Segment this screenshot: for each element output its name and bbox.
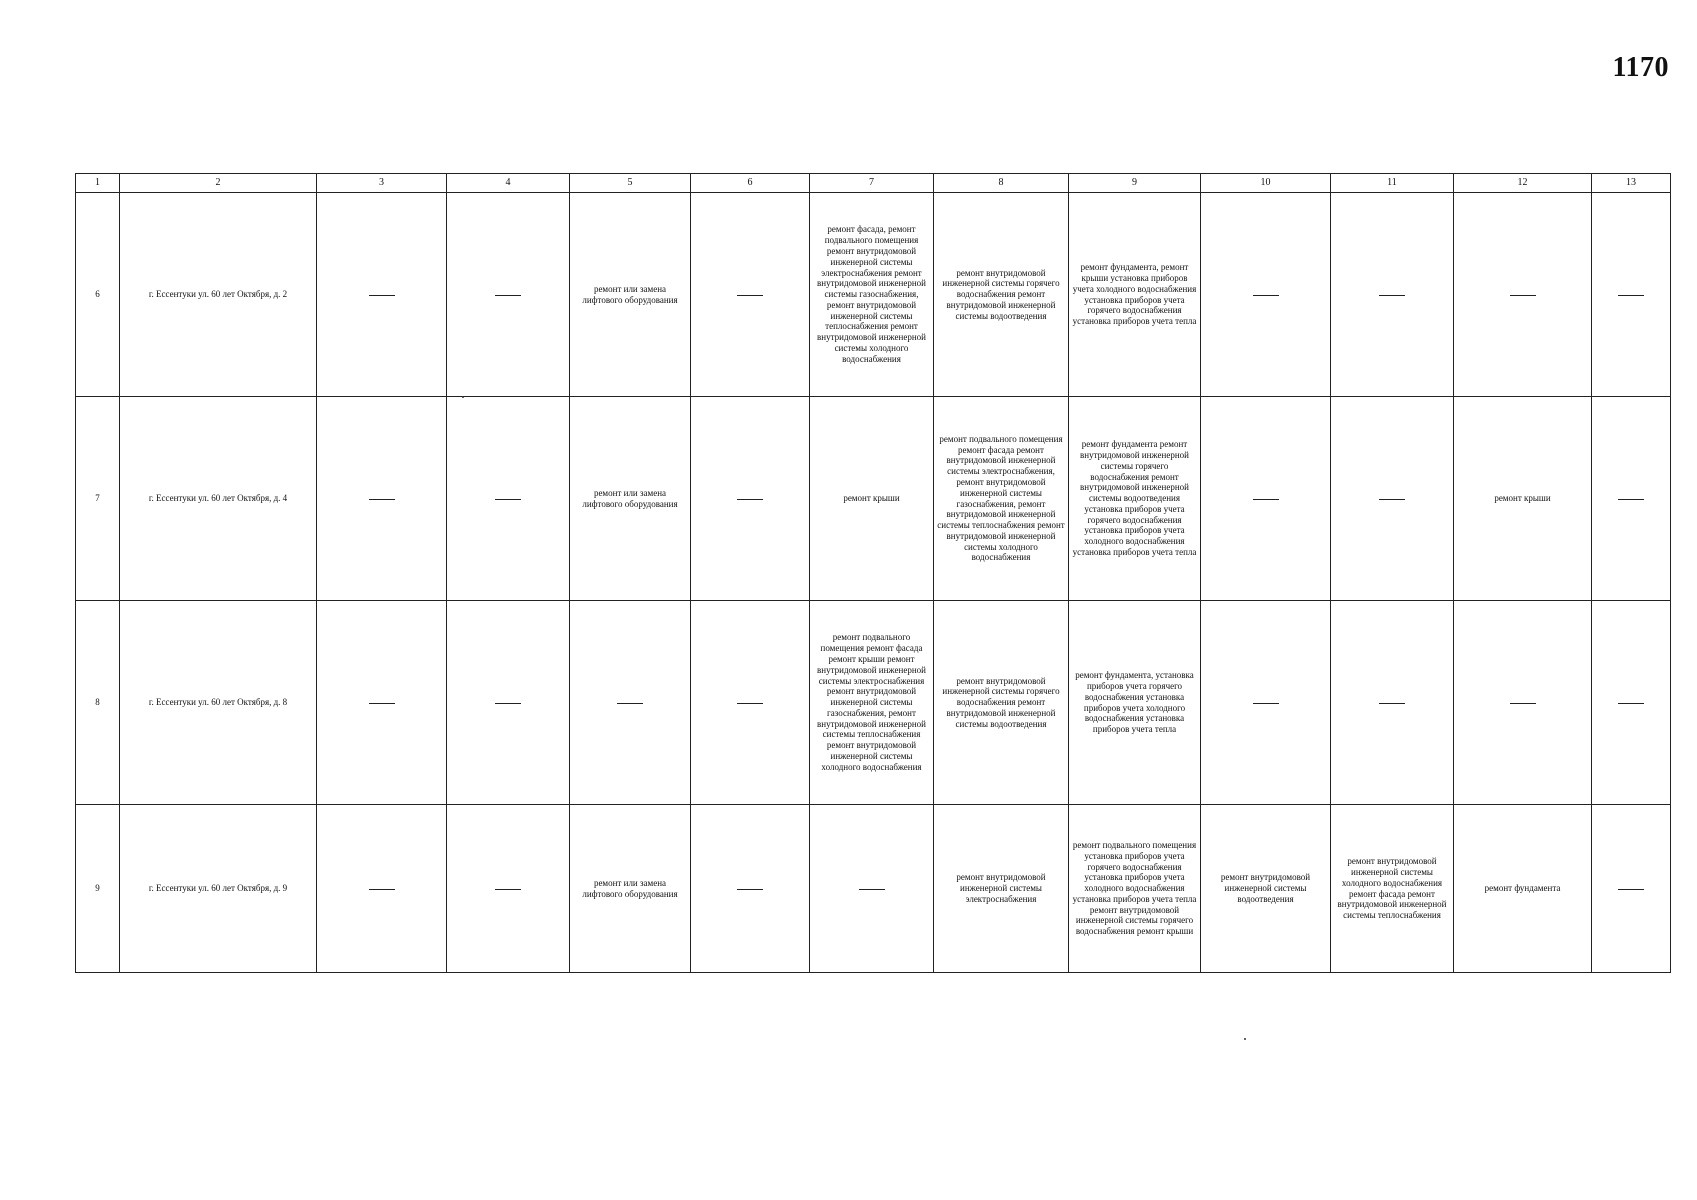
table-cell — [447, 397, 570, 601]
table-cell — [810, 805, 934, 973]
column-header: 12 — [1454, 174, 1592, 193]
table-row — [76, 193, 1671, 397]
work-cell: ремонт или замена лифтового оборудования — [570, 805, 691, 973]
column-number-row — [76, 174, 1671, 193]
repair-schedule-table — [75, 173, 1671, 973]
empty-dash — [1253, 295, 1279, 296]
table-cell — [1454, 193, 1592, 397]
empty-dash — [369, 499, 395, 500]
table-row — [76, 397, 1671, 601]
empty-dash — [369, 889, 395, 890]
work-cell: ремонт крыши — [1454, 397, 1592, 601]
work-cell: ремонт подвального помещения ремонт фасада ремонт крыши ремонт внутридомовой инженерной системы электроснабжения ремонт внутридомовой инженерной системы газоснабжения, ремонт внутридомовой инженерной системы теплоснабжения ремонт внутридомовой инженерной системы холодного водоснабжения — [810, 601, 934, 805]
work-cell: ремонт фундамента — [1454, 805, 1592, 973]
table-row — [76, 805, 1671, 973]
empty-dash — [859, 889, 885, 890]
column-header: 3 — [317, 174, 447, 193]
empty-dash — [495, 889, 521, 890]
work-cell: ремонт внутридомовой инженерной системы электроснабжения — [934, 805, 1069, 973]
column-header: 9 — [1069, 174, 1201, 193]
work-cell: ремонт подвального помещения ремонт фасада ремонт внутридомовой инженерной системы электроснабжения, ремонт внутридомовой инженерной системы газоснабжения, ремонт внутридомовой инженерной системы теплоснабжения ремонт внутридомовой инженерной системы холодного водоснабжения — [934, 397, 1069, 601]
column-header: 4 — [447, 174, 570, 193]
address-cell: г. Ессентуки ул. 60 лет Октября, д. 4 — [120, 397, 317, 601]
table-cell — [1454, 601, 1592, 805]
empty-dash — [1510, 703, 1536, 704]
empty-dash — [737, 703, 763, 704]
work-cell: ремонт или замена лифтового оборудования — [570, 397, 691, 601]
table-cell — [447, 193, 570, 397]
address-cell: г. Ессентуки ул. 60 лет Октября, д. 2 — [120, 193, 317, 397]
table-cell — [447, 805, 570, 973]
table-cell — [691, 397, 810, 601]
table-cell — [317, 805, 447, 973]
row-number: 9 — [76, 805, 120, 973]
column-header: 8 — [934, 174, 1069, 193]
empty-dash — [495, 295, 521, 296]
table-cell — [1592, 193, 1671, 397]
table-cell — [1201, 601, 1331, 805]
empty-dash — [1379, 703, 1405, 704]
empty-dash — [1253, 499, 1279, 500]
work-cell: ремонт фундамента, установка приборов учета горячего водоснабжения установка приборов учета холодного водоснабжения установка приборов учета тепла — [1069, 601, 1201, 805]
column-header: 5 — [570, 174, 691, 193]
empty-dash — [737, 499, 763, 500]
column-header: 1 — [76, 174, 120, 193]
empty-dash — [1618, 703, 1644, 704]
work-cell: ремонт внутридомовой инженерной системы водоотведения — [1201, 805, 1331, 973]
row-number: 6 — [76, 193, 120, 397]
empty-dash — [495, 499, 521, 500]
page-number: 1170 — [1612, 52, 1669, 83]
work-cell: ремонт фундамента ремонт внутридомовой инженерной системы горячего водоснабжения ремонт внутридомовой инженерной системы водоотведения установка приборов учета горячего водоснабжения установка приборов учета холодного водоснабжения установка приборов учета тепла — [1069, 397, 1201, 601]
empty-dash — [737, 889, 763, 890]
work-cell: ремонт внутридомовой инженерной системы горячего водоснабжения ремонт внутридомовой инженерной системы водоотведения — [934, 193, 1069, 397]
address-cell: г. Ессентуки ул. 60 лет Октября, д. 8 — [120, 601, 317, 805]
empty-dash — [369, 703, 395, 704]
table-cell — [1201, 397, 1331, 601]
empty-dash — [617, 703, 643, 704]
scan-speck — [462, 396, 464, 398]
work-cell: ремонт внутридомовой инженерной системы холодного водоснабжения ремонт фасада ремонт внутридомовой инженерной системы теплоснабжения — [1331, 805, 1454, 973]
table-cell — [317, 601, 447, 805]
work-cell: ремонт или замена лифтового оборудования — [570, 193, 691, 397]
work-cell: ремонт фундамента, ремонт крыши установка приборов учета холодного водоснабжения установка приборов учета горячего водоснабжения установка приборов учета тепла — [1069, 193, 1201, 397]
table-cell — [317, 193, 447, 397]
table-cell — [1331, 601, 1454, 805]
empty-dash — [369, 295, 395, 296]
table-cell — [447, 601, 570, 805]
row-number: 7 — [76, 397, 120, 601]
address-cell: г. Ессентуки ул. 60 лет Октября, д. 9 — [120, 805, 317, 973]
empty-dash — [1618, 295, 1644, 296]
table-cell — [1592, 601, 1671, 805]
empty-dash — [737, 295, 763, 296]
table-cell — [1592, 805, 1671, 973]
table-cell — [1201, 193, 1331, 397]
empty-dash — [1510, 295, 1536, 296]
table-cell — [1331, 193, 1454, 397]
empty-dash — [1379, 295, 1405, 296]
empty-dash — [1618, 889, 1644, 890]
column-header: 6 — [691, 174, 810, 193]
empty-dash — [495, 703, 521, 704]
column-header: 10 — [1201, 174, 1331, 193]
column-header: 2 — [120, 174, 317, 193]
column-header: 7 — [810, 174, 934, 193]
table-cell — [1592, 397, 1671, 601]
empty-dash — [1253, 703, 1279, 704]
row-number: 8 — [76, 601, 120, 805]
scan-speck — [1244, 1038, 1246, 1040]
work-cell: ремонт внутридомовой инженерной системы горячего водоснабжения ремонт внутридомовой инженерной системы водоотведения — [934, 601, 1069, 805]
empty-dash — [1618, 499, 1644, 500]
column-header: 13 — [1592, 174, 1671, 193]
table-cell — [691, 601, 810, 805]
work-cell: ремонт крыши — [810, 397, 934, 601]
table-row — [76, 601, 1671, 805]
table-cell — [317, 397, 447, 601]
empty-dash — [1379, 499, 1405, 500]
table-cell — [570, 601, 691, 805]
work-cell: ремонт фасада, ремонт подвального помещения ремонт внутридомовой инженерной системы электроснабжения ремонт внутридомовой инженерной системы газоснабжения, ремонт внутридомовой инженерной системы теплоснабжения ремонт внутридомовой инженерной системы холодного водоснабжения — [810, 193, 934, 397]
column-header: 11 — [1331, 174, 1454, 193]
table-cell — [691, 805, 810, 973]
work-cell: ремонт подвального помещения установка приборов учета горячего водоснабжения установка приборов учета холодного водоснабжения установка приборов учета тепла ремонт внутридомовой инженерной системы горячего водоснабжения ремонт крыши — [1069, 805, 1201, 973]
table-cell — [1331, 397, 1454, 601]
table-cell — [691, 193, 810, 397]
